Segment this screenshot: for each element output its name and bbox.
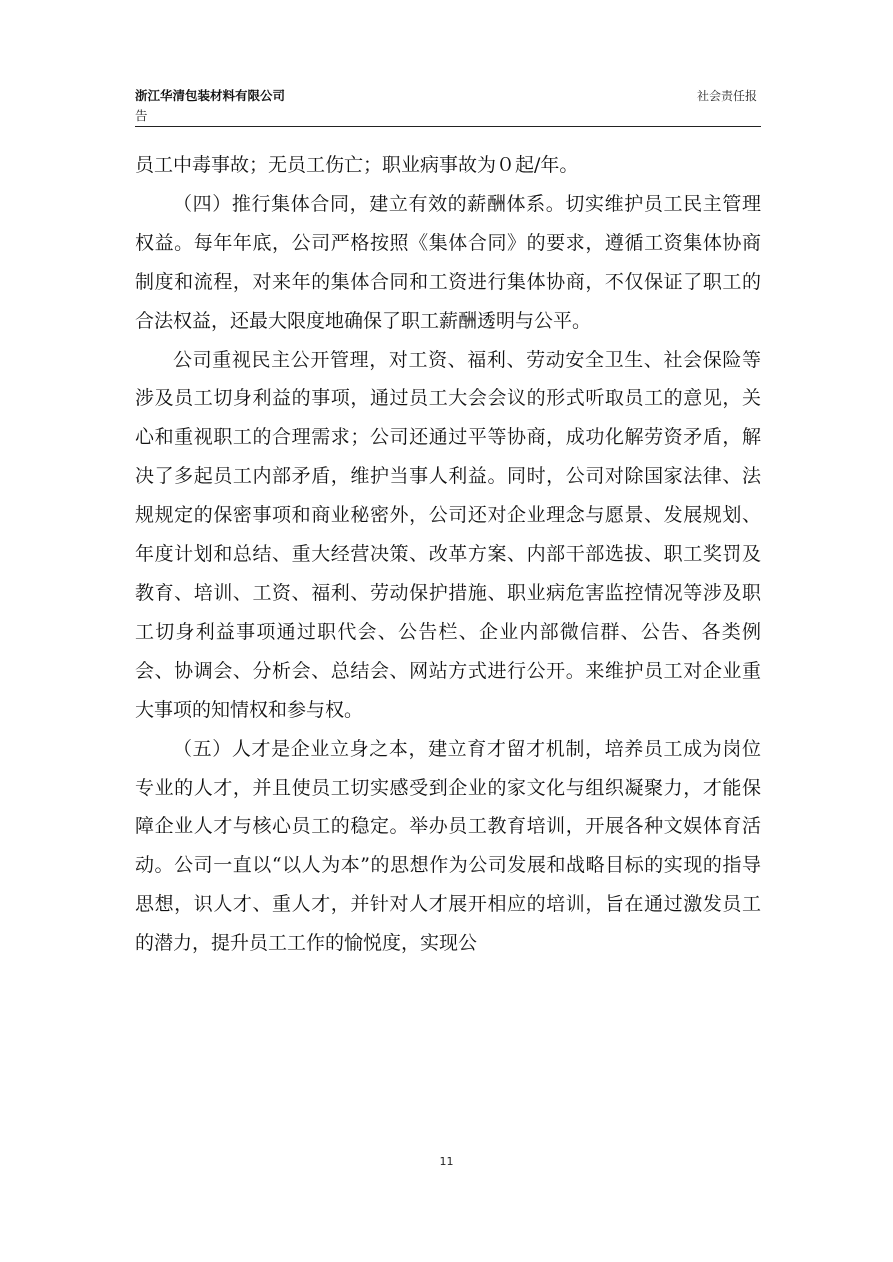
header-report-title: 社会责任报 [696,89,757,103]
paragraph-talent-development: （五）人才是企业立身之本，建立育才留才机制，培养员工成为岗位专业的人才，并且使员工切实感受到企业的家文化与组织凝聚力，才能保障企业人才与核心员工的稳定。举办员工教育培训，开展各种文娱体育活动。公司一直以“以人为本”的思想作为公司发展和战略目标的实现的指导思想，识人才、重人才，并针对人才展开相应的培训，旨在通过激发员工的潜力，提升员工工作的愉悦度，实现公 [135,737,761,955]
paragraph-continuation: 员工中毒事故；无员工伤亡；职业病事故为０起/年。 [135,154,579,176]
paragraph-collective-contract: （四）推行集体合同，建立有效的薪酬体系。切实维护员工民主管理权益。每年年底，公司严格按照《集体合同》的要求，遵循工资集体协商制度和流程，对来年的集体合同和工资进行集体协商，不仅保证了职工的合法权益，还最大限度地确保了职工薪酬透明与公平。 [135,192,761,332]
document-body [135,146,761,963]
page-number: 11 [439,1155,454,1168]
paragraph-democratic-management: 公司重视民主公开管理，对工资、福利、劳动安全卫生、社会保险等涉及员工切身利益的事项，通过员工大会会议的形式听取员工的意见，关心和重视职工的合理需求；公司还通过平等协商，成功化解劳资矛盾，解决了多起员工内部矛盾，维护当事人利益。同时，公司对除国家法律、法规规定的保密事项和商业秘密外，公司还对企业理念与愿景、发展规划、年度计划和总结、重大经营决策、改革方案、内部干部选拔、职工奖罚及教育、培训、工资、福利、劳动保护措施、职业病危害监控情况等涉及职工切身利益事项通过职代会、公告栏、企业内部微信群、公告、各类例会、协调会、分析会、总结会、网站方式进行公开。来维护员工对企业重大事项的知情权和参与权。 [135,348,761,721]
header-company-name [135,86,335,126]
header-company-line2: 告 [135,108,148,123]
header-company-line1: 浙江华清包装材料有限公司 [135,88,286,103]
page-header [135,86,761,127]
